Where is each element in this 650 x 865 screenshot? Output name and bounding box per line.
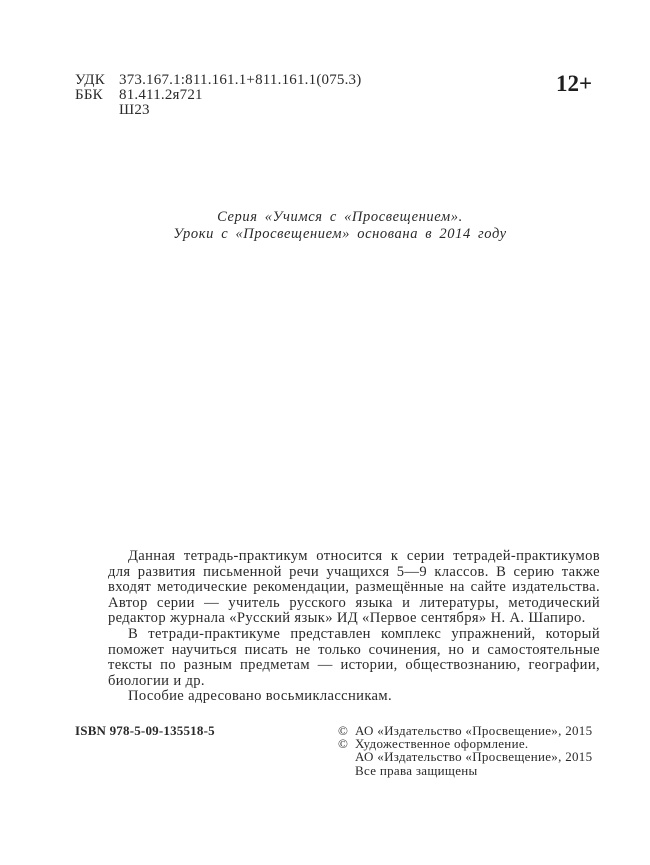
series-note bbox=[130, 209, 550, 243]
copyright-icon: © bbox=[338, 723, 349, 738]
age-rating-badge: 12+ bbox=[556, 71, 593, 96]
author-mark-label bbox=[75, 103, 119, 118]
annotation-text bbox=[108, 549, 600, 705]
copyright-line bbox=[338, 750, 592, 763]
bbk-row bbox=[75, 88, 361, 103]
series-line-1: Серия «Учимся с «Просвещением». bbox=[217, 209, 463, 225]
udk-row bbox=[75, 73, 361, 88]
copyright-icon: © bbox=[338, 736, 349, 752]
bbk-label: ББК bbox=[75, 87, 103, 103]
author-mark-value: Ш23 bbox=[119, 102, 150, 118]
bbk-value: 81.411.2я721 bbox=[119, 87, 203, 103]
series-line-2: Уроки с «Просвещением» основана в 2014 году bbox=[173, 226, 507, 242]
copyright-block bbox=[338, 724, 592, 777]
annotation-paragraph: Данная тетрадь-практикум относится к серии тетрадей-практикумов для развития письменной речи учащихся 5—9 классов. В серию также входят методические рекомендации, размещённые на сайте издательства. Автор серии — учитель русского языка и литературы, методический редактор журнала «Русский язык» ИД «Первое сентября» Н. А. Шапиро. bbox=[108, 548, 600, 627]
copyright-spacer bbox=[338, 764, 355, 777]
udk-value: 373.167.1:811.161.1+811.161.1(075.3) bbox=[119, 72, 362, 88]
copyright-spacer bbox=[338, 750, 355, 763]
classification-block bbox=[75, 73, 361, 118]
copyright-text: АО «Издательство «Просвещение», 2015 bbox=[355, 723, 593, 738]
annotation-paragraph: В тетради-практикуме представлен комплекс упражнений, который поможет научиться писать не только сочинения, но и самостоятельные тексты по разным предметам — истории, обществознанию, географии, биологии и др. bbox=[108, 625, 600, 689]
udk-label: УДК bbox=[75, 72, 105, 88]
author-mark-row bbox=[75, 103, 361, 118]
copyright-text: Художественное оформление. bbox=[355, 736, 529, 752]
copyright-line bbox=[338, 764, 592, 777]
annotation-paragraph: Пособие адресовано восьмиклассникам. bbox=[128, 688, 392, 705]
isbn-number: ISBN 978-5-09-135518-5 bbox=[75, 723, 215, 738]
rights-reserved-text: Все права защищены bbox=[355, 762, 478, 778]
copyright-text: АО «Издательство «Просвещение», 2015 bbox=[355, 749, 593, 765]
